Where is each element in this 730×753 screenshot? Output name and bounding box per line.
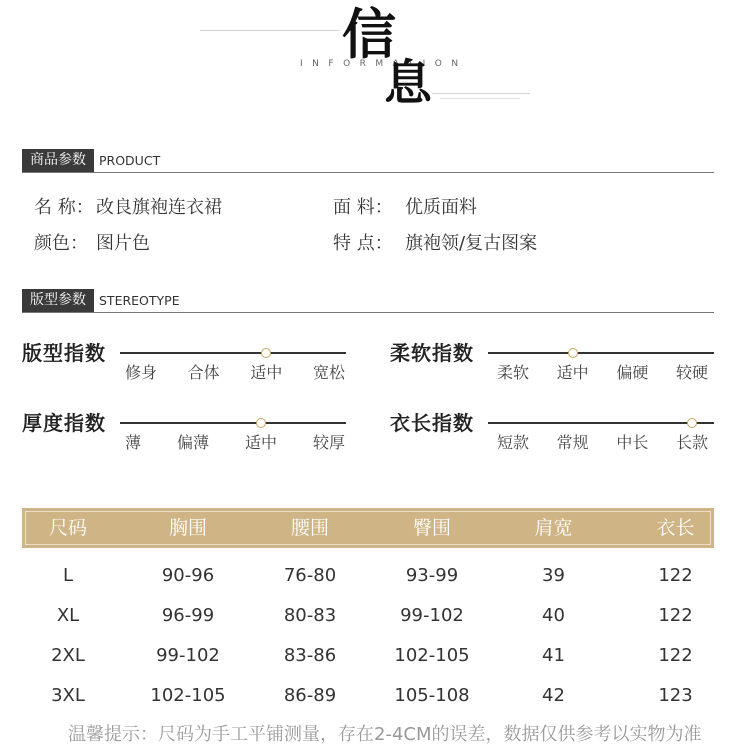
header-subtitle: INFORMATION	[300, 59, 468, 69]
table-cell: 3XL	[51, 685, 85, 706]
section-tag-en: STEREOTYPE	[99, 293, 180, 308]
indicator-option: 适中	[556, 363, 589, 382]
indicator-option: 长款	[675, 433, 708, 452]
column-header: 尺码	[48, 517, 87, 539]
header-title-char-2: 息	[384, 55, 433, 111]
field-label: 特 点：	[333, 233, 393, 254]
column-header: 胸围	[168, 517, 207, 539]
table-cell: 122	[658, 605, 693, 626]
table-cell: 86-89	[283, 685, 337, 706]
measurement-note: 温馨提示：尺码为手工平铺测量，存在2-4CM的误差，数据仅供参考以实物为准	[68, 724, 702, 745]
table-row	[9, 636, 729, 676]
field-value: 改良旗袍连衣裙	[96, 197, 222, 218]
table-cell: 93-99	[405, 565, 459, 586]
indicator-thickness	[22, 412, 348, 468]
indicator-track	[488, 352, 714, 354]
indicator-title: 版型指数	[22, 341, 106, 365]
table-cell: 76-80	[283, 565, 337, 586]
indicator-option: 较硬	[675, 363, 708, 382]
indicator-option: 适中	[250, 363, 283, 382]
field-fabric	[333, 197, 477, 219]
table-cell: 42	[542, 685, 565, 706]
field-feature	[333, 233, 538, 255]
product-section-header	[22, 149, 714, 173]
table-row	[9, 596, 729, 636]
table-cell: 99-102	[156, 645, 220, 666]
column-header: 腰围	[290, 517, 329, 539]
table-cell: 96-99	[161, 605, 215, 626]
table-cell: 99-102	[400, 605, 464, 626]
indicator-option: 宽松	[312, 363, 345, 382]
indicator-marker	[261, 348, 271, 358]
table-cell: 90-96	[161, 565, 215, 586]
indicator-option: 偏薄	[176, 433, 209, 452]
indicator-title: 衣长指数	[390, 411, 474, 435]
column-header: 臀围	[412, 517, 451, 539]
section-tag-en: PRODUCT	[99, 153, 161, 168]
table-cell: 41	[542, 645, 565, 666]
field-label: 名 称：	[34, 197, 94, 218]
table-cell: 123	[658, 685, 693, 706]
fit-section-header	[22, 289, 714, 313]
table-cell: 122	[658, 565, 693, 586]
column-header: 衣长	[656, 517, 695, 539]
table-cell: 39	[542, 565, 565, 586]
indicator-option: 薄	[125, 433, 142, 452]
header-decor-line	[200, 30, 340, 31]
indicator-fit	[22, 342, 348, 398]
indicator-track	[120, 352, 346, 354]
indicator-title: 柔软指数	[390, 341, 474, 365]
table-cell: 122	[658, 645, 693, 666]
field-name	[34, 197, 222, 219]
indicator-options	[497, 433, 708, 453]
column-header: 肩宽	[534, 517, 573, 539]
table-cell: 2XL	[51, 645, 85, 666]
indicator-softness	[390, 342, 716, 398]
table-cell: 40	[542, 605, 565, 626]
table-row	[9, 556, 729, 596]
field-label: 颜色：	[34, 233, 88, 254]
table-cell: L	[62, 565, 74, 586]
field-color	[34, 233, 150, 255]
field-value: 旗袍领/复古图案	[405, 233, 538, 254]
indicator-track	[120, 422, 346, 424]
table-cell: XL	[56, 605, 80, 626]
field-value: 优质面料	[405, 197, 477, 218]
indicator-option: 合体	[187, 363, 220, 382]
indicator-option: 适中	[244, 433, 277, 452]
field-label: 面 料：	[333, 197, 393, 218]
section-tag: 商品参数	[22, 149, 94, 172]
indicator-options	[125, 433, 345, 453]
section-tag: 版型参数	[22, 289, 94, 312]
indicator-length	[390, 412, 716, 468]
field-value: 图片色	[96, 233, 150, 254]
table-cell: 102-105	[150, 685, 226, 706]
indicator-option: 短款	[497, 433, 530, 452]
indicator-marker	[256, 418, 266, 428]
indicator-option: 柔软	[497, 363, 530, 382]
indicator-options	[497, 363, 708, 383]
indicator-option: 中长	[616, 433, 649, 452]
header-title-char-1: 信	[342, 2, 396, 66]
table-cell: 102-105	[394, 645, 470, 666]
indicator-marker	[687, 418, 697, 428]
indicator-marker	[568, 348, 578, 358]
size-table-header	[9, 508, 729, 548]
indicator-option: 常规	[556, 433, 589, 452]
indicator-options	[125, 363, 345, 383]
table-cell: 80-83	[283, 605, 337, 626]
indicator-track	[488, 422, 714, 424]
indicator-option: 修身	[125, 363, 158, 382]
indicator-title: 厚度指数	[22, 411, 106, 435]
indicator-option: 较厚	[312, 433, 345, 452]
indicator-option: 偏硬	[616, 363, 649, 382]
table-cell: 105-108	[394, 685, 470, 706]
table-row	[9, 676, 729, 716]
header-decor-line	[432, 93, 530, 94]
table-cell: 83-86	[283, 645, 337, 666]
header-decor-line	[440, 98, 520, 99]
